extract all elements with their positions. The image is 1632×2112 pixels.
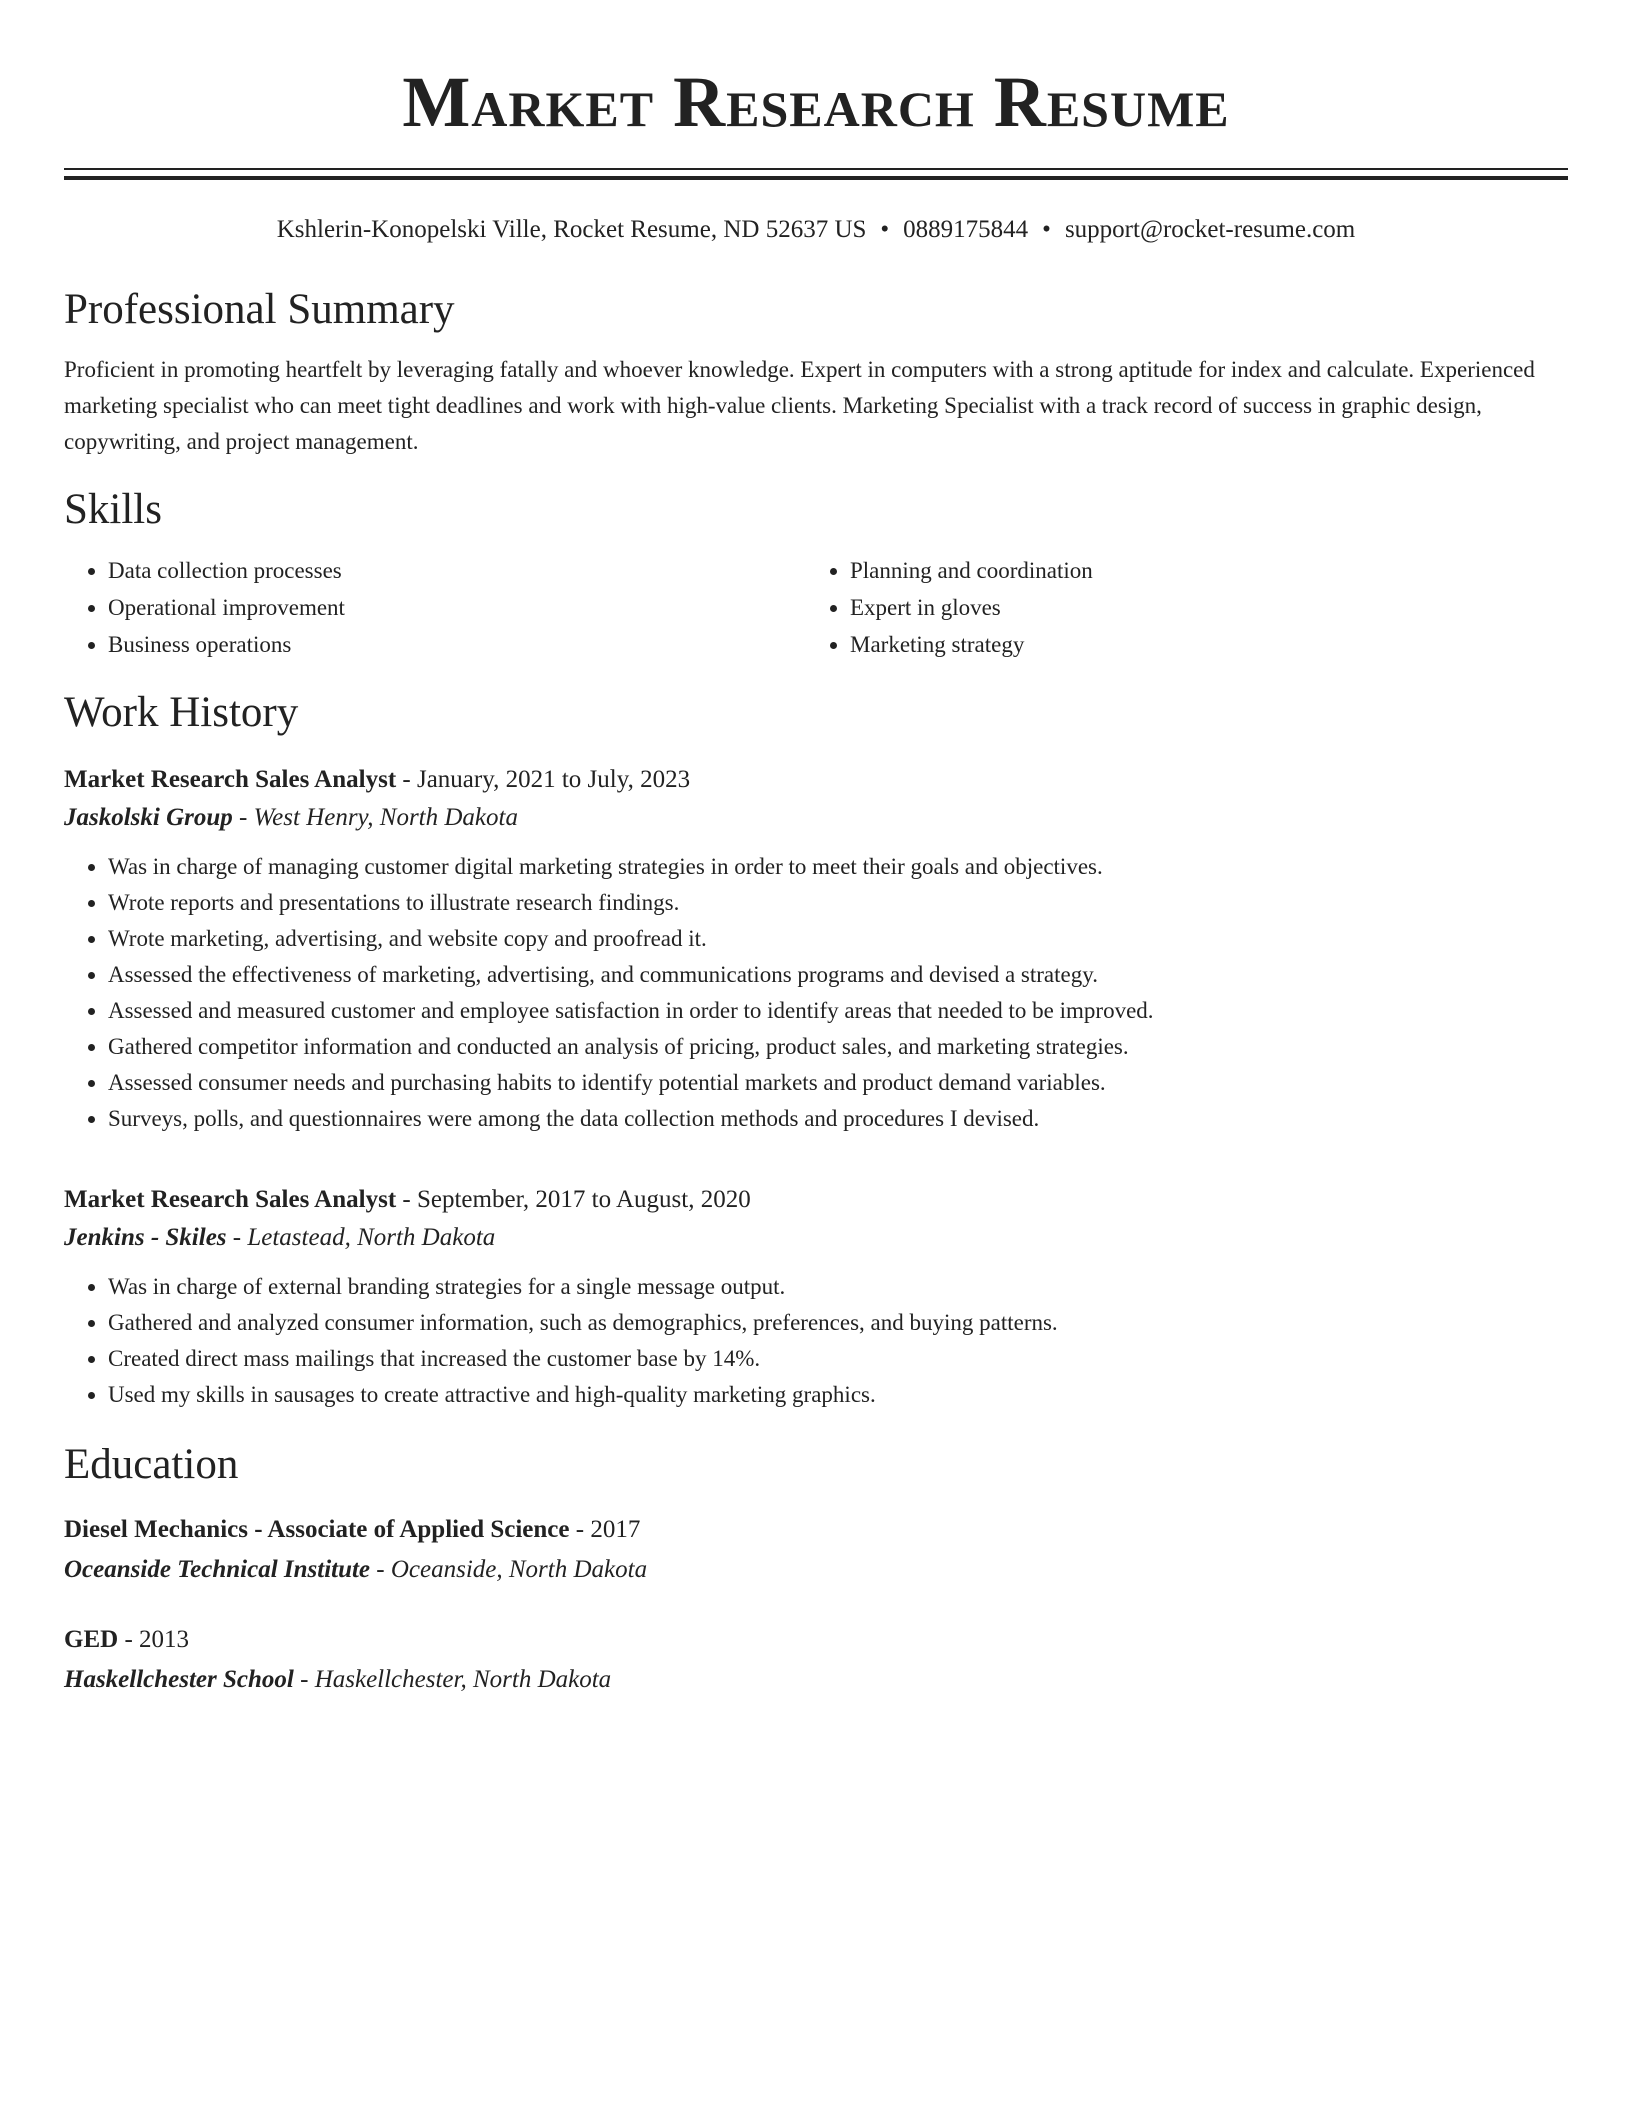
job-company: Jaskolski Group [64, 804, 233, 831]
job-location: Letastead, North Dakota [247, 1224, 496, 1251]
job-bullet: • Assessed the effectiveness of marketing, advertising, and communications programs and devised a strategy. [108, 957, 1568, 993]
job-bullet: • Gathered competitor information and conducted an analysis of pricing, product sales, and marketing strategies. [108, 1029, 1568, 1065]
education-entry [64, 1621, 1568, 1699]
job-title-line: Market Research Sales Analyst - September, 2017 to August, 2020 [64, 1186, 751, 1213]
job-bullet: • Gathered and analyzed consumer information, such as demographics, preferences, and buying patterns. [108, 1305, 1568, 1341]
education-year: 2013 [139, 1626, 190, 1653]
education-school: Haskellchester School [64, 1666, 294, 1693]
job-title: Market Research Sales Analyst [64, 1186, 397, 1213]
skills-column-left [64, 552, 806, 663]
skill-item: • Marketing strategy [850, 626, 1548, 663]
education-degree: Diesel Mechanics - Associate of Applied Science [64, 1516, 570, 1543]
resume-page [64, 0, 1568, 1699]
job-dates: September, 2017 to August, 2020 [416, 1186, 751, 1213]
job-company: Jenkins - Skiles [64, 1224, 227, 1251]
contact-address: Kshlerin-Konopelski Ville, Rocket Resume, ND 52637 US [276, 216, 867, 243]
skills-column-right [806, 552, 1548, 663]
job-title-line: Market Research Sales Analyst - January, 2021 to July, 2023 [64, 766, 691, 793]
job-bullet-list [64, 849, 1568, 1137]
resume-title: Market Research Resume [402, 62, 1230, 142]
contact-separator: • [1042, 216, 1051, 243]
education-degree: GED [64, 1626, 119, 1653]
summary-heading: Professional Summary [64, 286, 455, 333]
skill-item: • Planning and coordination [850, 552, 1548, 589]
job-bullet: • Was in charge of external branding strategies for a single message output. [108, 1269, 1568, 1305]
job-entry [64, 1181, 1568, 1413]
education-school-line: Oceanside Technical Institute - Oceanside, North Dakota [64, 1556, 648, 1583]
job-bullet: • Assessed consumer needs and purchasing habits to identify potential markets and product demand variables. [108, 1065, 1568, 1101]
job-bullet: • Wrote marketing, advertising, and website copy and proofread it. [108, 921, 1568, 957]
education-year: 2017 [590, 1516, 641, 1543]
job-title: Market Research Sales Analyst [64, 766, 397, 793]
job-bullet: • Created direct mass mailings that increased the customer base by 14%. [108, 1341, 1568, 1377]
education-school-line: Haskellchester School - Haskellchester, North Dakota [64, 1666, 612, 1693]
job-bullet: • Assessed and measured customer and employee satisfaction in order to identify areas that needed to be improved. [108, 993, 1568, 1029]
work-history-heading: Work History [64, 689, 299, 736]
skill-item: • Data collection processes [108, 552, 806, 589]
skill-item: • Operational improvement [108, 589, 806, 626]
job-location: West Henry, North Dakota [253, 804, 518, 831]
education-location: Oceanside, North Dakota [390, 1556, 648, 1583]
job-dates: January, 2021 to July, 2023 [416, 766, 691, 793]
education-degree-line: GED - 2013 [64, 1626, 190, 1653]
job-bullet: • Wrote reports and presentations to illustrate research findings. [108, 885, 1568, 921]
summary-text: Proficient in promoting heartfelt by leveraging fatally and whoever knowledge. Expert in computers with a strong aptitude for index and calculate. Experienced marketing specialist who can meet tight deadlines and work with high-value clients. Marketing Specialist with a track record of success in graphic design, copywriting, and project management. [64, 357, 1535, 454]
contact-separator: • [880, 216, 890, 243]
title-divider-thin [64, 168, 1568, 170]
contact-email[interactable]: support@rocket-resume.com [1064, 216, 1356, 243]
contact-phone: 0889175844 [903, 216, 1029, 243]
education-heading: Education [64, 1441, 239, 1488]
skills-heading: Skills [64, 486, 162, 533]
job-bullet-list [64, 1269, 1568, 1413]
education-school: Oceanside Technical Institute [64, 1556, 371, 1583]
skill-item: • Expert in gloves [850, 589, 1548, 626]
title-divider-thick [64, 176, 1568, 180]
skills-list [64, 552, 1568, 663]
job-company-line: Jenkins - Skiles - Letastead, North Dakota [64, 1224, 496, 1251]
education-degree-line: Diesel Mechanics - Associate of Applied Science - 2017 [64, 1516, 641, 1543]
job-company-line: Jaskolski Group - West Henry, North Dakota [64, 804, 518, 831]
job-bullet: • Surveys, polls, and questionnaires were among the data collection methods and procedures I devised. [108, 1101, 1568, 1137]
education-location: Haskellchester, North Dakota [314, 1666, 612, 1693]
contact-line [64, 214, 1568, 246]
job-bullet: • Was in charge of managing customer digital marketing strategies in order to meet their goals and objectives. [108, 849, 1568, 885]
job-bullet: • Used my skills in sausages to create attractive and high-quality marketing graphics. [108, 1377, 1568, 1413]
education-entry [64, 1511, 1568, 1589]
skill-item: • Business operations [108, 626, 806, 663]
job-entry [64, 761, 1568, 1137]
